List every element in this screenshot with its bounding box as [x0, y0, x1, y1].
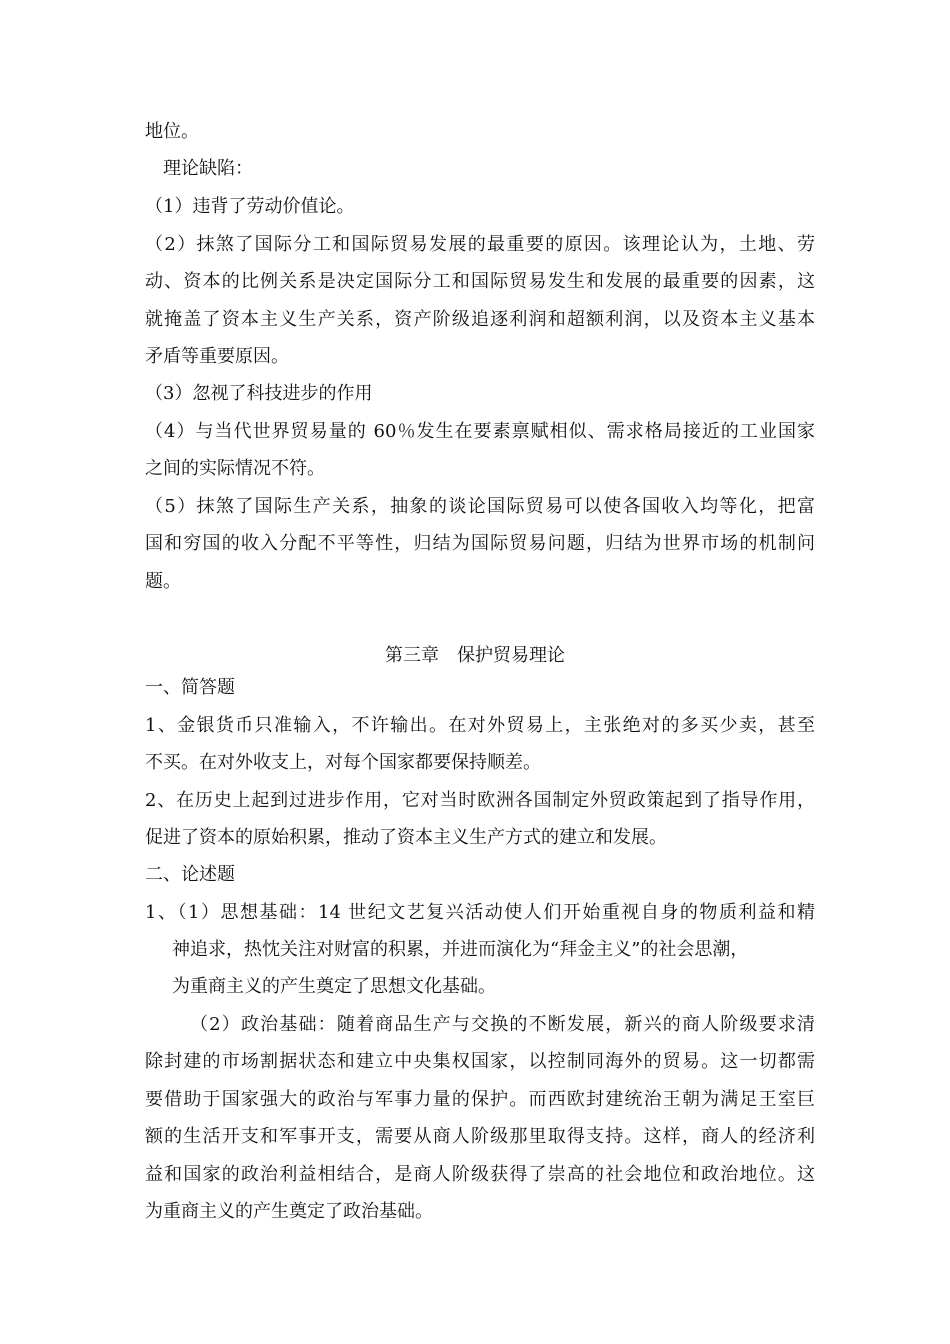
text-line: 动、资本的比例关系是决定国际分工和国际贸易发生和发展的最重要的因素，这 [145, 271, 815, 292]
text-line: 为重商主义的产生奠定了思想文化基础。 [172, 976, 496, 997]
text-line: 就掩盖了资本主义生产关系，资产阶级追逐利润和超额利润，以及资本主义基本 [145, 309, 815, 330]
text-line: 除封建的市场割据状态和建立中央集权国家，以控制同海外的贸易。这一切都需 [145, 1051, 815, 1072]
text-line: （3）忽视了科技进步的作用 [145, 383, 373, 404]
text-line: （2）政治基础：随着商品生产与交换的不断发展，新兴的商人阶级要求清 [190, 1014, 815, 1035]
chapter-title: 第三章 保护贸易理论 [385, 645, 565, 666]
text-line: 促进了资本的原始积累，推动了资本主义生产方式的建立和发展。 [145, 827, 667, 848]
section-heading: 二、论述题 [145, 864, 235, 885]
text-line: 2、在历史上起到过进步作用，它对当时欧洲各国制定外贸政策起到了指导作用， [145, 790, 815, 811]
text-line: 理论缺陷： [163, 158, 253, 179]
text-line: （2）抹煞了国际分工和国际贸易发展的最重要的原因。该理论认为，土地、劳 [145, 234, 815, 255]
text-line: 国和穷国的收入分配不平等性，归结为国际贸易问题，归结为世界市场的机制问 [145, 533, 815, 554]
text-line: 1、金银货币只准输入，不许输出。在对外贸易上，主张绝对的多买少卖，甚至 [145, 715, 815, 736]
text-line: 为重商主义的产生奠定了政治基础。 [145, 1201, 433, 1222]
text-line: 额的生活开支和军事开支，需要从商人阶级那里取得支持。这样，商人的经济利 [145, 1126, 815, 1147]
text-line: 益和国家的政治利益相结合，是商人阶级获得了崇高的社会地位和政治地位。这 [145, 1164, 815, 1185]
text-line: （1）违背了劳动价值论。 [145, 196, 355, 217]
text-line: 1、（1）思想基础：14 世纪文艺复兴活动使人们开始重视自身的物质利益和精 [145, 902, 815, 923]
section-heading: 一、简答题 [145, 677, 235, 698]
text-line: 地位。 [145, 121, 199, 142]
text-line: 题。 [145, 571, 181, 592]
text-line: 矛盾等重要原因。 [145, 346, 289, 367]
text-line: 不买。在对外收支上，对每个国家都要保持顺差。 [145, 752, 541, 773]
text-line: 神追求，热忱关注对财富的积累，并进而演化为“拜金主义”的社会思潮， [172, 939, 749, 960]
text-line: 之间的实际情况不符。 [145, 458, 325, 479]
text-line: 要借助于国家强大的政治与军事力量的保护。而西欧封建统治王朝为满足王室巨 [145, 1089, 815, 1110]
text-line: （4）与当代世界贸易量的 60％发生在要素禀赋相似、需求格局接近的工业国家 [145, 421, 815, 442]
text-line: （5）抹煞了国际生产关系，抽象的谈论国际贸易可以使各国收入均等化，把富 [145, 496, 815, 517]
